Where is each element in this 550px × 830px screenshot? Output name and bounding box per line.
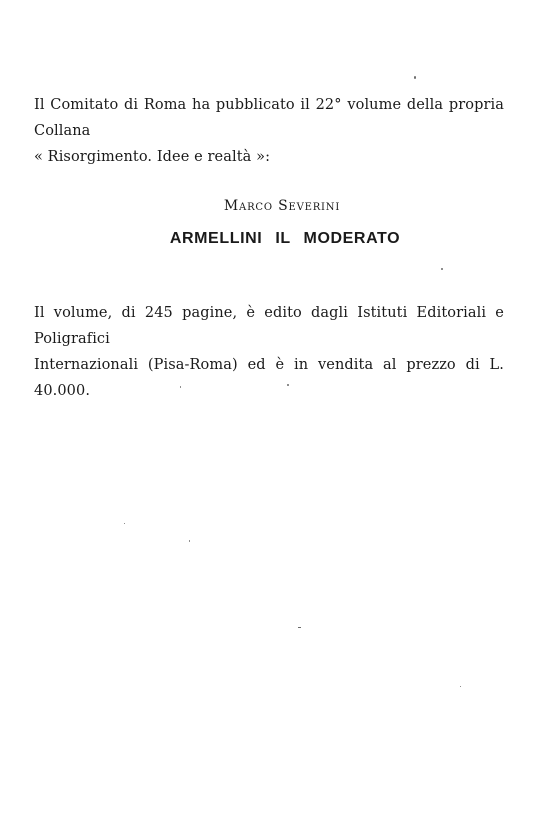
scan-speck [298, 627, 301, 628]
announcement-line-1: Il Comitato di Roma ha pubblicato il 22° volume della propria Collana [34, 97, 504, 139]
book-title: ARMELLINI IL MODERATO [169, 230, 401, 247]
announcement-line-2: « Risorgimento. Idee e realtà »: [34, 149, 271, 165]
scan-speck [124, 523, 125, 524]
scan-speck [441, 268, 443, 270]
scan-speck [189, 540, 190, 542]
details-line-1: Il volume, di 245 pagine, è edito dagli Istituti Editoriali e Poligrafici [34, 305, 504, 347]
scan-speck [414, 76, 416, 79]
scan-speck [460, 686, 461, 687]
scan-speck [180, 386, 181, 388]
announcement-paragraph [34, 92, 504, 170]
scan-speck [287, 384, 289, 386]
details-line-2: Internazionali (Pisa-Roma) ed è in vendita al prezzo di L. 40.000. [34, 357, 504, 399]
book-author: Marco Severini [223, 198, 341, 214]
details-paragraph [34, 300, 504, 404]
